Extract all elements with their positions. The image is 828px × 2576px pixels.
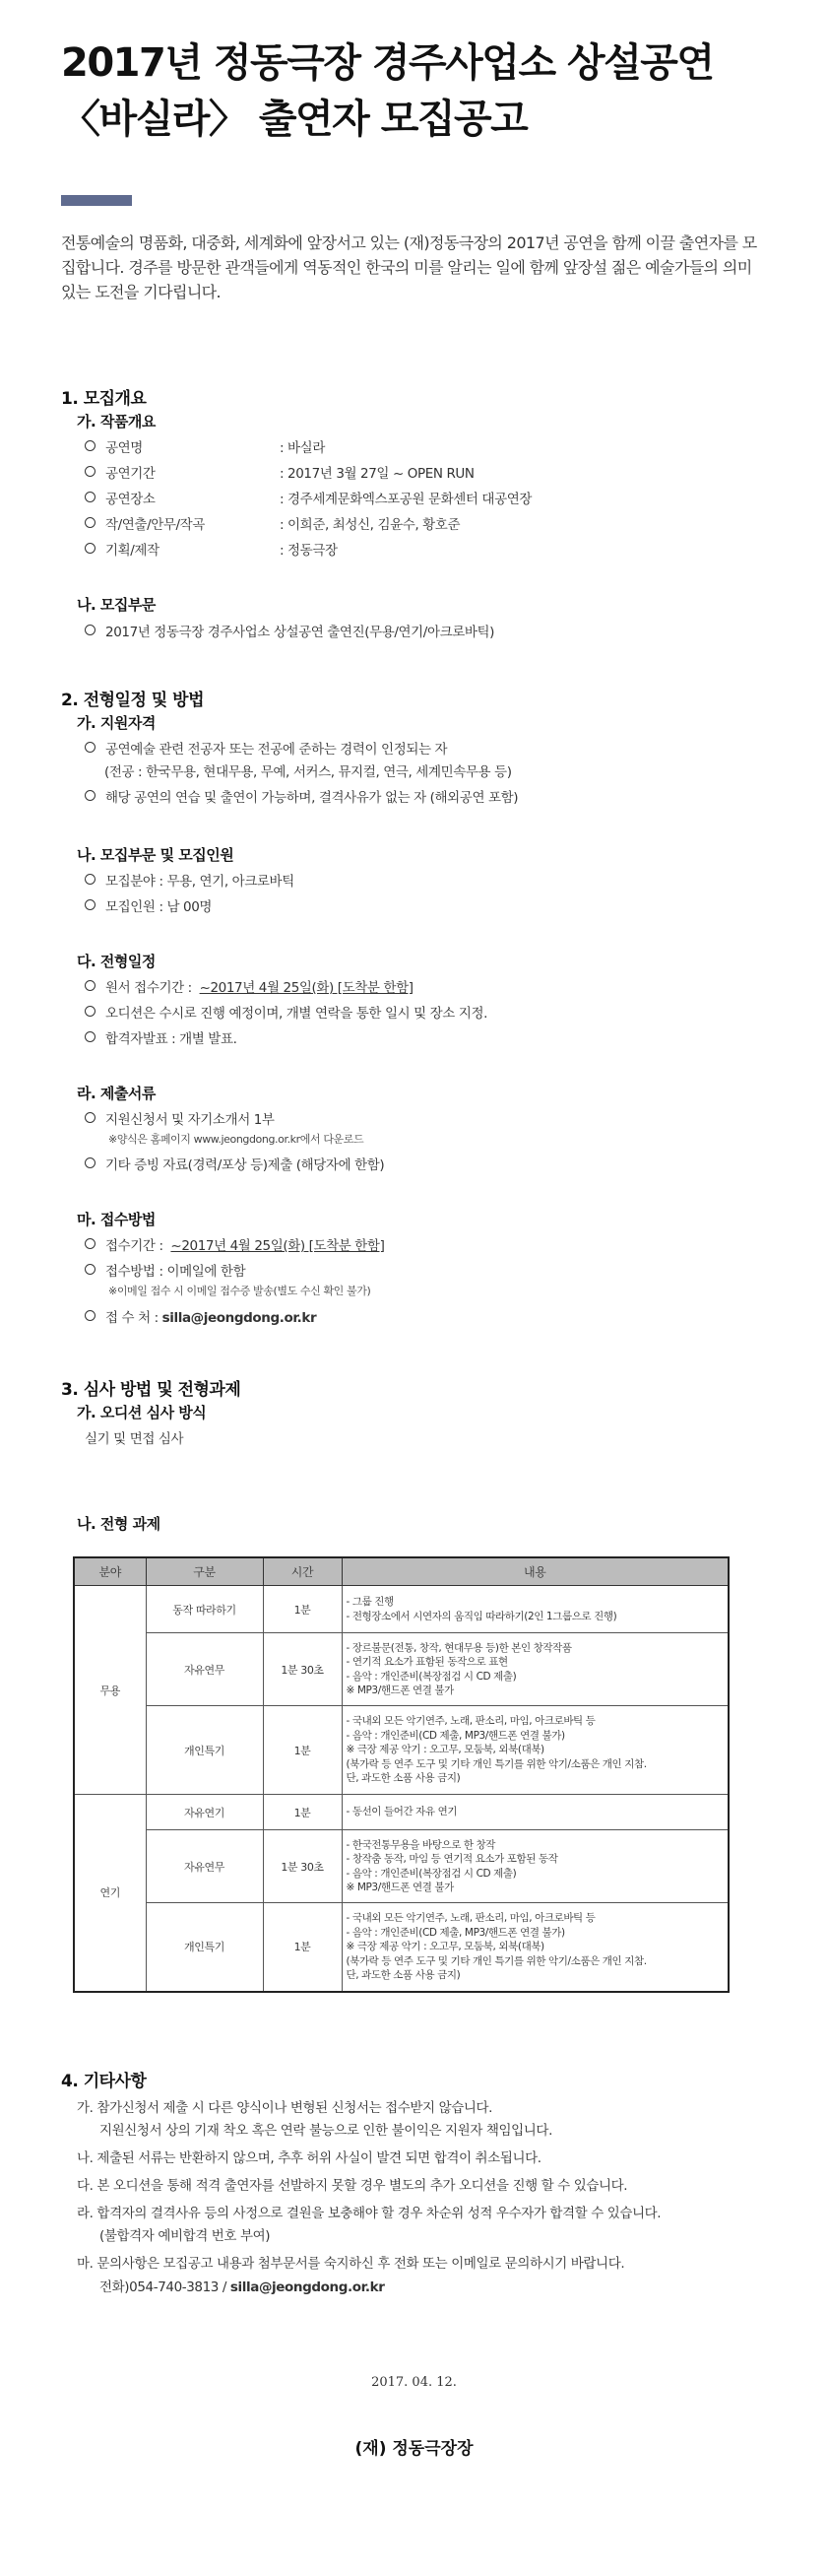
list-item: 해당 공연의 연습 및 출연이 가능하며, 결격사유가 없는 자 (해외공연 포함) — [85, 786, 518, 806]
section-3-title: 3. 심사 방법 및 전형과제 — [61, 1380, 241, 1400]
type-cell: 자유연무 — [146, 1830, 263, 1903]
time-cell: 1분 — [263, 1795, 342, 1830]
notice-item: 가. 참가신청서 제출 시 다른 양식이나 변형된 신청서는 접수받지 않습니다. — [77, 2100, 493, 2116]
bullet-circle-icon — [85, 440, 96, 451]
list-item-detail: (전공 : 한국무용, 현대무용, 무예, 서커스, 뮤지컬, 연극, 세계민속무용 등) — [104, 764, 512, 780]
section-2c-title: 다. 전형일정 — [77, 953, 156, 970]
bullet-circle-icon — [85, 790, 96, 801]
bullet-circle-icon — [85, 543, 96, 554]
overview-row: 공연명 — [85, 436, 143, 456]
bullet-circle-icon — [85, 1264, 96, 1275]
section-3a-title: 가. 오디션 심사 방식 — [77, 1404, 207, 1421]
bullet-circle-icon — [85, 1112, 96, 1123]
table-row — [74, 1706, 729, 1795]
deadline-text: ~2017년 4월 25일(화) [도착분 한함] — [199, 980, 414, 996]
list-item: 접수기간 : ~2017년 4월 25일(화) [도착분 한함] — [85, 1234, 384, 1254]
overview-value: : 바실라 — [280, 440, 325, 456]
table-header-row — [74, 1557, 729, 1586]
section-4-title: 4. 기타사항 — [61, 2072, 147, 2091]
bullet-circle-icon — [85, 1310, 96, 1321]
intro-paragraph: 전통예술의 명품화, 대중화, 세계화에 앞장서고 있는 (재)정동극장의 2017년 공연을 함께 이끌 출연자를 모집합니다. 경주를 방문한 관객들에게 역동적인 한국의 미를 알리는 일에 함께 앞장설 젊은 예술가들의 의미 있는 도전을 기다립니다. — [61, 233, 757, 301]
bullet-circle-icon — [85, 1006, 96, 1017]
notice-item: (불합격자 예비합격 번호 부여) — [99, 2228, 271, 2244]
list-item: 공연예술 관련 전공자 또는 전공에 준하는 경력이 인정되는 자 — [85, 738, 447, 758]
notice-date: 2017. 04. 12. — [371, 2375, 457, 2390]
overview-row: 기획/제작 — [85, 539, 159, 559]
title-accent-bar — [61, 195, 132, 206]
section-2-title: 2. 전형일정 및 방법 — [61, 691, 204, 710]
type-cell: 동작 따라하기 — [146, 1586, 263, 1633]
list-item: 지원신청서 및 자기소개서 1부 — [85, 1108, 275, 1128]
notice-item: 다. 본 오디션을 통해 적격 출연자를 선발하지 못할 경우 별도의 추가 오디션을 진행 할 수 있습니다. — [77, 2178, 628, 2194]
email-link[interactable]: silla@jeongdong.or.kr — [229, 2279, 385, 2295]
notice-item: 지원신청서 상의 기재 착오 혹은 연락 불능으로 인한 불이익은 지원자 책임입니다. — [99, 2123, 552, 2139]
notice-item: 마. 문의사항은 모집공고 내용과 첨부문서를 숙지하신 후 전화 또는 이메일로 문의하시기 바랍니다. — [77, 2256, 625, 2272]
time-cell: 1분 30초 — [263, 1633, 342, 1706]
section-1b-title: 나. 모집부문 — [77, 596, 156, 614]
list-item: 접수방법 : 이메일에 한함 — [85, 1260, 245, 1280]
bullet-circle-icon — [85, 1031, 96, 1042]
bullet-circle-icon — [85, 899, 96, 910]
field-cell: 연기 — [74, 1795, 146, 1992]
content-cell: - 장르불문(전통, 창작, 현대무용 등)한 본인 창작작품 - 연기적 요소가 표함된 동작으로 표현 - 음악 : 개인준비(복장점검 시 CD 제출) ※ MP3/핸드폰 연결 불가 — [342, 1633, 729, 1706]
section-2a-title: 가. 지원자격 — [77, 714, 156, 732]
table-header: 구분 — [146, 1557, 263, 1586]
overview-value: : 경주세계문화엑스포공원 문화센터 대공연장 — [280, 492, 533, 507]
table-header: 내용 — [342, 1557, 729, 1586]
section-2e-title: 마. 접수방법 — [77, 1211, 156, 1228]
bullet-circle-icon — [85, 492, 96, 502]
type-cell: 자유연기 — [146, 1795, 263, 1830]
overview-row: 작/연출/안무/작곡 — [85, 513, 205, 533]
table-row — [74, 1903, 729, 1992]
title-line-2: 〈바실라〉 출연자 모집공고 — [61, 97, 528, 142]
table-row — [74, 1795, 729, 1830]
list-item: 기타 증빙 자료(경력/포상 등)제출 (해당자에 한함) — [85, 1154, 384, 1173]
section-2b-title: 나. 모집부문 및 모집인원 — [77, 846, 234, 864]
type-cell: 개인특기 — [146, 1903, 263, 1992]
field-cell: 무용 — [74, 1586, 146, 1795]
section-3b-title: 나. 전형 과제 — [77, 1515, 160, 1533]
section-1a-title: 가. 작품개요 — [77, 413, 156, 430]
list-item: 원서 접수기간 : ~2017년 4월 25일(화) [도착분 한함] — [85, 976, 414, 996]
audition-method: 실기 및 면접 심사 — [85, 1431, 184, 1447]
list-item: 오디션은 수시로 진행 예정이며, 개별 연락을 통한 일시 및 장소 지정. — [85, 1002, 487, 1022]
email-note: ※이메일 접수 시 이메일 접수증 발송(별도 수신 확인 불가) — [108, 1285, 371, 1297]
time-cell: 1분 30초 — [263, 1830, 342, 1903]
overview-value: : 이희준, 최성신, 김윤수, 황호준 — [280, 517, 461, 533]
table-row — [74, 1830, 729, 1903]
list-item: 2017년 정동극장 경주사업소 상설공연 출연진(무용/연기/아크로바틱) — [85, 621, 494, 640]
content-cell: - 동선이 들어간 자유 연기 — [342, 1795, 729, 1830]
table-header: 분야 — [74, 1557, 146, 1586]
overview-row: 공연장소 — [85, 488, 156, 507]
bullet-circle-icon — [85, 980, 96, 991]
list-item: 모집인원 : 남 00명 — [85, 895, 212, 915]
contact-line: 전화)054-740-3813 / silla@jeongdong.or.kr — [99, 2279, 385, 2295]
list-item: 합격자발표 : 개별 발표. — [85, 1027, 236, 1047]
bullet-circle-icon — [85, 625, 96, 635]
time-cell: 1분 — [263, 1586, 342, 1633]
bullet-circle-icon — [85, 874, 96, 885]
time-cell: 1분 — [263, 1706, 342, 1795]
bullet-circle-icon — [85, 1157, 96, 1168]
type-cell: 개인특기 — [146, 1706, 263, 1795]
notice-item: 라. 합격자의 결격사유 등의 사정으로 결원을 보충해야 할 경우 차순위 성적 우수자가 합격할 수 있습니다. — [77, 2206, 662, 2221]
audition-task-table — [73, 1556, 730, 1993]
overview-row: 공연기간 — [85, 462, 156, 482]
list-item: 접 수 처 : silla@jeongdong.or.kr — [85, 1306, 316, 1326]
content-cell: - 그룹 진행 - 전형장소에서 시연자의 움직임 따라하기(2인 1그룹으로 진행) — [342, 1586, 729, 1633]
overview-value: : 2017년 3월 27일 ~ OPEN RUN — [280, 466, 475, 482]
content-cell: - 국내외 모든 악기연주, 노래, 판소리, 마임, 아크로바틱 등 - 음악 : 개인준비(CD 제출, MP3/핸드폰 연결 불가) ※ 극장 제공 악기 : 오고무, 모둠북, 외북(대북) (북가락 등 연주 도구 및 기타 개인 특기를 위한 악기/소품은 개인 지참. 단, 과도한 소품 사용 금지) — [342, 1903, 729, 1992]
notice-item: 나. 제출된 서류는 반환하지 않으며, 추후 허위 사실이 발견 되면 합격이 취소됩니다. — [77, 2150, 541, 2166]
title-line-1: 2017년 정동극장 경주사업소 상설공연 — [61, 40, 714, 86]
download-note: ※양식은 홈페이지 www.jeongdong.or.kr에서 다운로드 — [108, 1133, 364, 1146]
section-1-title: 1. 모집개요 — [61, 389, 147, 409]
bullet-circle-icon — [85, 742, 96, 753]
table-header: 시간 — [263, 1557, 342, 1586]
overview-value: : 정동극장 — [280, 543, 338, 559]
table-row — [74, 1633, 729, 1706]
section-2d-title: 라. 제출서류 — [77, 1085, 156, 1102]
content-cell: - 한국전통무용을 바탕으로 한 창작 - 창작춤 동작, 마임 등 연기적 요소가 포함된 동작 - 음악 : 개인준비(복장점검 시 CD 제출) ※ MP3/핸드폰 연결 불가 — [342, 1830, 729, 1903]
type-cell: 자유연무 — [146, 1633, 263, 1706]
email-link[interactable]: silla@jeongdong.or.kr — [161, 1310, 317, 1326]
bullet-circle-icon — [85, 1238, 96, 1249]
time-cell: 1분 — [263, 1903, 342, 1992]
table-row — [74, 1586, 729, 1633]
issuer-name: (재) 정동극장장 — [354, 2439, 474, 2459]
list-item: 모집분야 : 무용, 연기, 아크로바틱 — [85, 870, 294, 890]
bullet-circle-icon — [85, 466, 96, 477]
deadline-text: ~2017년 4월 25일(화) [도착분 한함] — [170, 1238, 385, 1254]
page-title — [61, 35, 790, 148]
bullet-circle-icon — [85, 517, 96, 528]
content-cell: - 국내외 모든 악기연주, 노래, 판소리, 마임, 아크로바틱 등 - 음악 : 개인준비(CD 제출, MP3/핸드폰 연결 불가) ※ 극장 제공 악기 : 오고무, 모둠북, 외북(대북) (북가락 등 연주 도구 및 기타 개인 특기를 위한 악기/소품은 개인 지참. 단, 과도한 소품 사용 금지) — [342, 1706, 729, 1795]
